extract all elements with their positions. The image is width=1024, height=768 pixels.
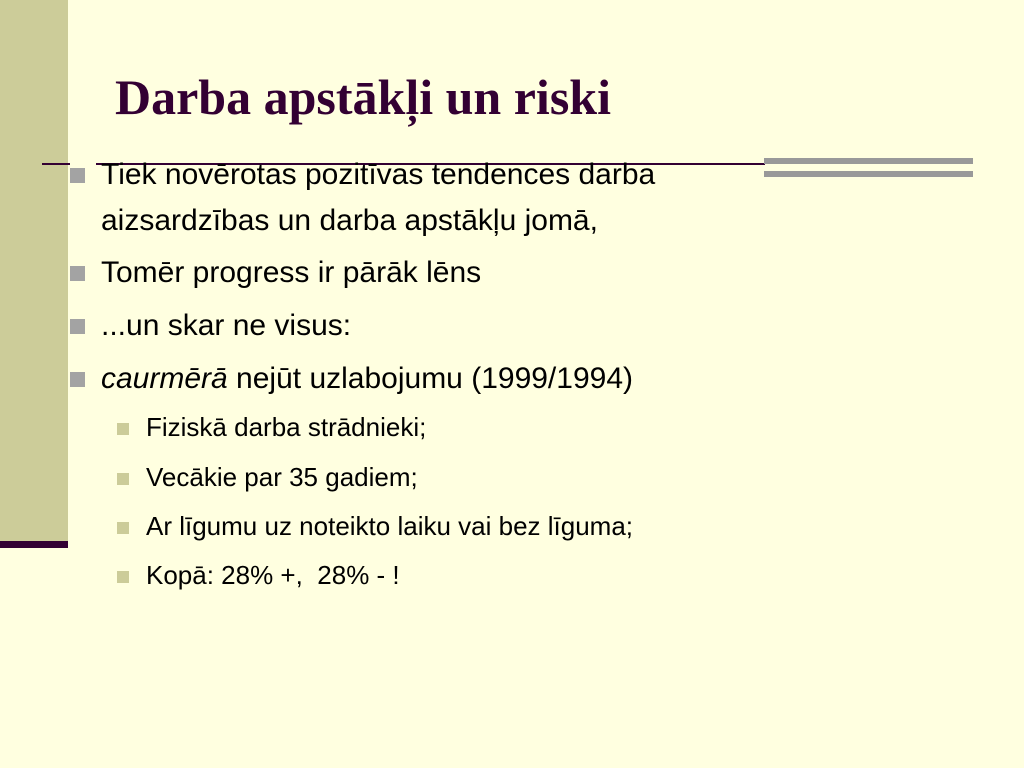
bullet-item: [101, 360, 633, 398]
slide-title: Darba apstākļi un riski: [115, 69, 611, 125]
sub-bullet-item: [146, 461, 418, 493]
square-bullet-icon: [117, 423, 129, 435]
bullet-text: nejūt uzlabojumu (1999/1994): [227, 362, 633, 395]
bullet-text-italic: caurmērā: [101, 362, 228, 395]
sub-bullet-item: [146, 510, 633, 542]
bullet-text: Tiek novērotas pozitīvas tendences darba: [101, 158, 656, 191]
square-bullet-icon: [117, 522, 129, 534]
sub-bullet-item: [146, 559, 400, 591]
square-bullet-icon: [117, 473, 129, 485]
bullet-continuation: [101, 202, 598, 240]
square-bullet-icon: [70, 372, 85, 387]
sub-bullet-text: Vecākie par 35 gadiem;: [146, 462, 418, 492]
sub-bullet-text: Kopā: 28% +, 28% - !: [146, 560, 400, 590]
sub-bullet-item: [146, 411, 426, 443]
bullet-text: ...un skar ne visus:: [101, 309, 352, 342]
bullet-item: [101, 254, 481, 292]
square-bullet-icon: [117, 571, 129, 583]
square-bullet-icon: [70, 319, 85, 334]
bullet-text: Tomēr progress ir pārāk lēns: [101, 256, 482, 289]
sub-bullet-text: Fiziskā darba strādnieki;: [146, 412, 427, 442]
sub-bullet-text: Ar līgumu uz noteikto laiku vai bez līguma;: [146, 511, 634, 541]
square-bullet-icon: [70, 168, 85, 183]
bullet-item: [101, 156, 655, 194]
bullet-text: aizsardzības un darba apstākļu jomā,: [101, 204, 598, 237]
square-bullet-icon: [70, 266, 85, 281]
bullet-item: [101, 307, 351, 345]
